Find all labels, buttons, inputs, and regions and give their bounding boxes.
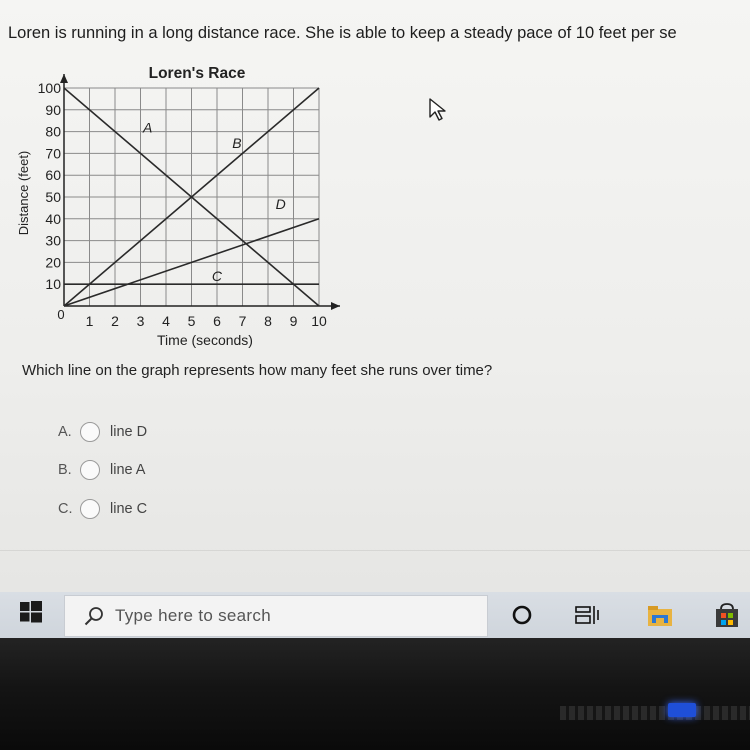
file-explorer-icon[interactable] <box>645 601 675 629</box>
task-view-icon[interactable] <box>572 601 602 629</box>
y-tick-label: 90 <box>45 101 61 118</box>
x-axis-arrow <box>331 302 340 310</box>
windows-taskbar <box>0 592 750 638</box>
chart-title: Loren's Race <box>148 65 246 82</box>
y-tick-label: 10 <box>45 276 61 293</box>
series-label-c: C <box>211 267 223 284</box>
choice-c-radio[interactable] <box>80 499 100 519</box>
choice-b-radio[interactable] <box>80 460 100 480</box>
x-tick-label: 2 <box>111 313 119 329</box>
y-tick-label: 100 <box>37 80 61 96</box>
y-tick-label: 30 <box>45 232 61 249</box>
choice-a-radio[interactable] <box>80 422 100 442</box>
choice-a[interactable] <box>58 420 147 444</box>
x-tick-label: 3 <box>136 313 145 329</box>
choice-label: line A <box>110 462 146 478</box>
choice-letter: A. <box>58 424 72 440</box>
x-tick-label: 4 <box>162 313 170 329</box>
laptop-bezel <box>0 638 750 750</box>
mouse-pointer-icon <box>428 97 450 123</box>
x-tick-label: 10 <box>311 313 327 329</box>
series-label-a: A <box>143 119 153 136</box>
speaker-grille <box>560 706 750 720</box>
x-tick-label: 9 <box>289 313 298 329</box>
y-axis-label: Distance (feet) <box>16 150 31 236</box>
series-label-d: D <box>275 195 286 212</box>
taskbar-search-box[interactable] <box>64 595 488 637</box>
cortana-circle-icon[interactable] <box>507 601 537 629</box>
content-divider <box>0 550 750 551</box>
x-tick-label: 1 <box>85 313 94 329</box>
search-placeholder: Type here to search <box>115 606 271 625</box>
choice-letter: C. <box>58 501 73 517</box>
choice-c[interactable] <box>58 497 147 521</box>
status-light <box>668 703 696 717</box>
y-tick-label: 40 <box>45 210 61 227</box>
y-tick-label: 20 <box>45 254 61 271</box>
choice-b[interactable] <box>58 458 145 482</box>
problem-prompt: Loren is running in a long distance race. She is able to keep a steady pace of 10 feet per se <box>8 24 677 42</box>
origin-label: 0 <box>57 307 65 322</box>
windows-start-icon[interactable] <box>20 601 42 623</box>
choice-letter: B. <box>58 462 72 478</box>
x-tick-label: 6 <box>213 313 221 329</box>
series-label-b: B <box>232 134 242 151</box>
x-tick-label: 7 <box>238 313 247 329</box>
x-tick-label: 8 <box>264 313 272 329</box>
magnifier-icon <box>83 605 105 627</box>
x-axis-label: Time (seconds) <box>157 332 253 348</box>
lorens-race-chart <box>0 56 360 356</box>
x-tick-label: 5 <box>187 313 196 329</box>
choice-label: line C <box>110 501 148 517</box>
question-text: Which line on the graph represents how many feet she runs over time? <box>22 362 493 379</box>
y-tick-label: 80 <box>45 123 61 140</box>
choice-label: line D <box>110 424 148 440</box>
store-icon[interactable] <box>712 601 742 629</box>
y-axis-arrow <box>60 74 68 83</box>
y-tick-label: 60 <box>45 167 61 184</box>
y-tick-label: 70 <box>45 145 61 162</box>
y-tick-label: 50 <box>45 189 61 205</box>
